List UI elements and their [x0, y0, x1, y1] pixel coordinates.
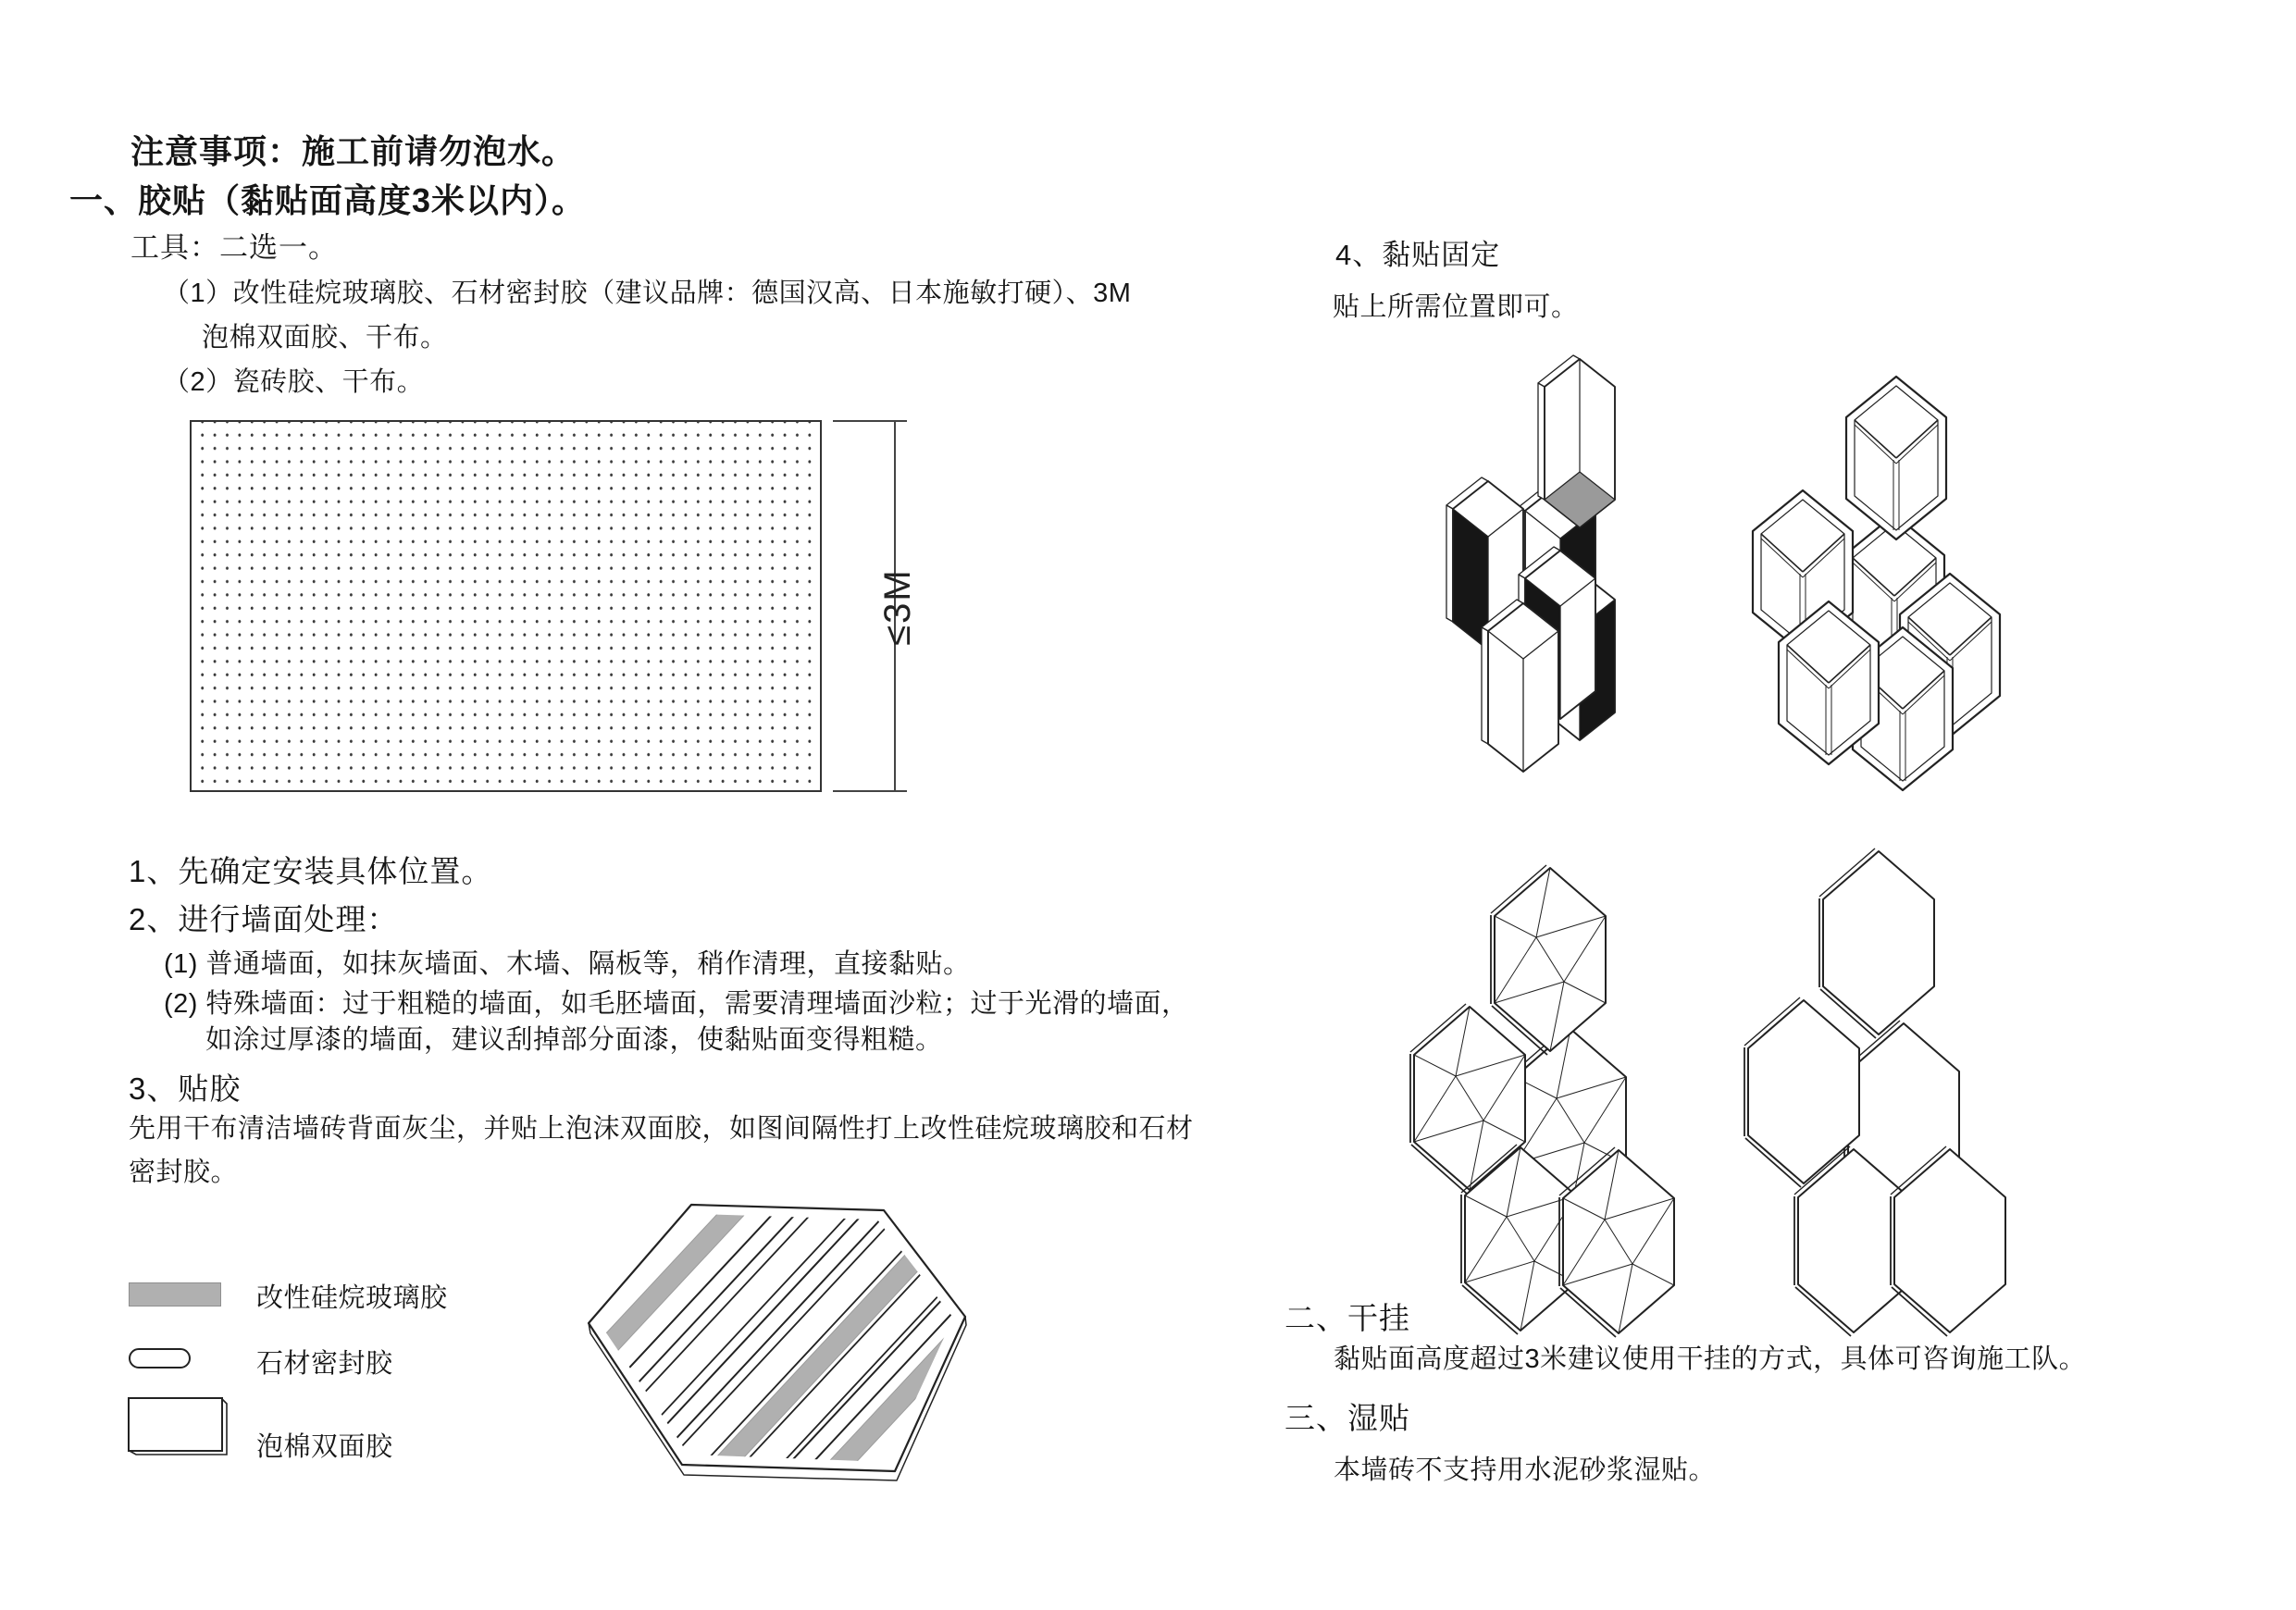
notice-text: 注意事项：施工前请勿泡水。 [130, 132, 577, 170]
height-dimension-label: ≤3M [877, 568, 918, 646]
tools-label: 工具：二选一。 [130, 231, 338, 264]
step4-desc-text: 贴上所需位置即可。 [1333, 292, 1579, 322]
section3-title: 三、湿贴 [1285, 1401, 1410, 1435]
step2-sub2b-text: 如涂过厚漆的墙面，建议刮掉部分面漆，使黏贴面变得粗糙。 [205, 1025, 943, 1055]
height-dimension-cap-top [833, 420, 907, 422]
section3-body: 本墙砖不支持用水泥砂浆湿贴。 [1334, 1455, 1717, 1485]
legend-swatch-foam-tape [126, 1395, 233, 1460]
step3-text: 3、贴胶 [129, 1071, 242, 1106]
step4-text: 4、黏贴固定 [1335, 239, 1501, 271]
legend-label-stone-sealant: 石材密封胶 [256, 1349, 393, 1379]
step1-text: 1、先确定安装具体位置。 [129, 854, 493, 888]
tool-item2: （2）瓷砖胶、干布。 [163, 367, 425, 397]
legend-swatch-stone-sealant [129, 1348, 191, 1368]
wall-area-diagram [190, 420, 822, 792]
legend-label-silane-glue: 改性硅烷玻璃胶 [256, 1283, 448, 1313]
step2-sub2a-text: (2) 特殊墙面：过于粗糙的墙面，如毛胚墙面，需要清理墙面沙粒；过于光滑的墙面， [164, 989, 1189, 1019]
hex-cluster-faceted-diagram [1405, 859, 1682, 1342]
step3-desc1-text: 先用干布清洁墙砖背面灰尘，并贴上泡沫双面胶，如图间隔性打上改性硅烷玻璃胶和石材 [129, 1114, 1194, 1144]
tool-item1-line1: （1）改性硅烷玻璃胶、石材密封胶（建议品牌：德国汉高、日本施敏打硬）、3M [163, 279, 1132, 308]
step2-sub1-text: (1) 普通墙面，如抹灰墙面、木墙、隔板等，稍作清理，直接黏贴。 [164, 949, 971, 979]
section2-title: 二、干挂 [1285, 1301, 1410, 1335]
tile-back-glue-diagram [578, 1194, 976, 1499]
section1-title: 一、胶贴（黏贴面高度3米以内）。 [69, 181, 587, 219]
height-dimension-cap-bottom [833, 790, 907, 792]
legend-label-foam-tape: 泡棉双面胶 [256, 1432, 393, 1462]
legend-swatch-silane-glue [129, 1282, 221, 1307]
step2-text: 2、进行墙面处理： [129, 902, 399, 936]
hex-cluster-plain-diagram [1738, 840, 2016, 1342]
tile-cluster-wireframe-diagram [1738, 365, 2016, 800]
section2-body: 黏贴面高度超过3米建议使用干挂的方式，具体可咨询施工队。 [1334, 1344, 2087, 1374]
tile-cluster-solid-diagram [1425, 344, 1657, 784]
step3-desc2-text: 密封胶。 [129, 1158, 239, 1187]
tool-item1-line2: 泡棉双面胶、干布。 [202, 323, 448, 353]
